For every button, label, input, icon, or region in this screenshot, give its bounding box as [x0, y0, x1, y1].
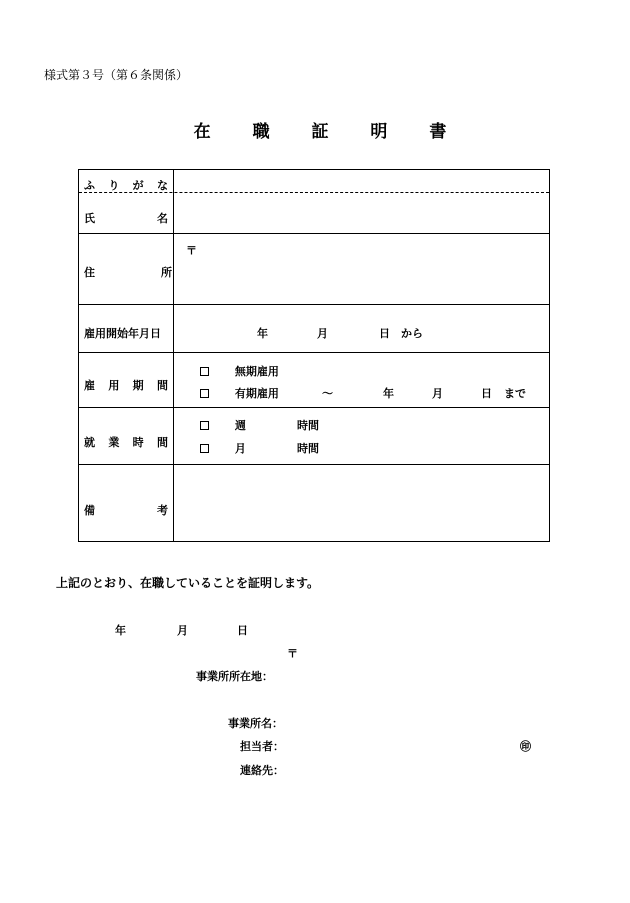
option-label: 無期雇用 [234, 365, 279, 378]
name-label [84, 210, 168, 226]
certificate-table [78, 169, 550, 542]
day-unit: 日 [237, 624, 248, 637]
until-text: まで [504, 387, 526, 400]
fixed-term-option [200, 385, 279, 401]
office-address-label: 事業所所在地： [196, 670, 273, 683]
label-char: 考 [157, 504, 168, 517]
label-char: 氏 [84, 212, 95, 225]
checkbox[interactable] [200, 389, 209, 398]
month-unit: 月 [177, 624, 188, 637]
label-char: な [156, 179, 168, 192]
checkbox[interactable] [200, 367, 209, 376]
row-divider [79, 464, 549, 465]
month-unit: 月 [432, 387, 443, 400]
row-divider [79, 407, 549, 408]
option-label: 有期雇用 [234, 387, 279, 400]
year-unit: 年 [115, 624, 126, 637]
label-char: 名 [157, 212, 168, 225]
label-char: 用 [108, 379, 120, 392]
label-char: 業 [108, 436, 120, 449]
day-unit: 日 [481, 387, 492, 400]
column-divider [173, 170, 174, 541]
range-tilde: ～ [322, 387, 333, 400]
hours-label [84, 434, 168, 450]
seal-mark: ㊞ [520, 740, 531, 753]
label-char: 期 [132, 379, 144, 392]
office-name-label: 事業所名： [228, 717, 283, 730]
page-title: 在 職 証 明 書 [193, 122, 465, 142]
label-char: 間 [156, 436, 168, 449]
contact-label: 連絡先： [240, 764, 284, 777]
row-divider [79, 352, 549, 353]
label-char: 就 [84, 436, 95, 449]
label-char: が [132, 179, 144, 192]
furigana-label [84, 177, 168, 193]
monthly-hours-option [200, 440, 246, 456]
row-divider [79, 304, 549, 305]
label-char: 住 [84, 266, 95, 279]
postal-mark: 〒 [287, 647, 298, 660]
label-char: 時 [132, 436, 144, 449]
year-unit: 年 [383, 387, 394, 400]
day-unit: 日 [379, 327, 390, 340]
address-postal-mark: 〒 [186, 244, 197, 257]
month-unit: 月 [317, 327, 328, 340]
label-char: ふ [84, 179, 95, 192]
row-divider [79, 233, 549, 234]
from-text: から [401, 327, 423, 340]
checkbox[interactable] [200, 444, 209, 453]
label-char: 間 [156, 379, 168, 392]
option-label: 週 [234, 419, 246, 432]
label-char: 備 [84, 504, 95, 517]
weekly-hours-option [200, 417, 246, 433]
year-unit: 年 [257, 327, 268, 340]
period-label [84, 377, 168, 393]
form-number: 様式第３号（第６条関係） [44, 68, 189, 82]
start-date-label [84, 325, 168, 341]
hours-unit: 時間 [297, 419, 319, 432]
remarks-label [84, 502, 168, 518]
statement: 上記のとおり、在職していることを証明します。 [56, 576, 320, 590]
person-label: 担当者： [240, 740, 284, 753]
label-char: 所 [161, 266, 172, 279]
indefinite-option [200, 363, 279, 379]
address-label [84, 264, 172, 280]
label-char: り [108, 179, 120, 192]
option-label: 月 [234, 442, 246, 455]
checkbox[interactable] [200, 421, 209, 430]
label-char: 雇 [84, 379, 95, 392]
label-text: 雇用開始年月日 [84, 327, 161, 340]
hours-unit: 時間 [297, 442, 319, 455]
